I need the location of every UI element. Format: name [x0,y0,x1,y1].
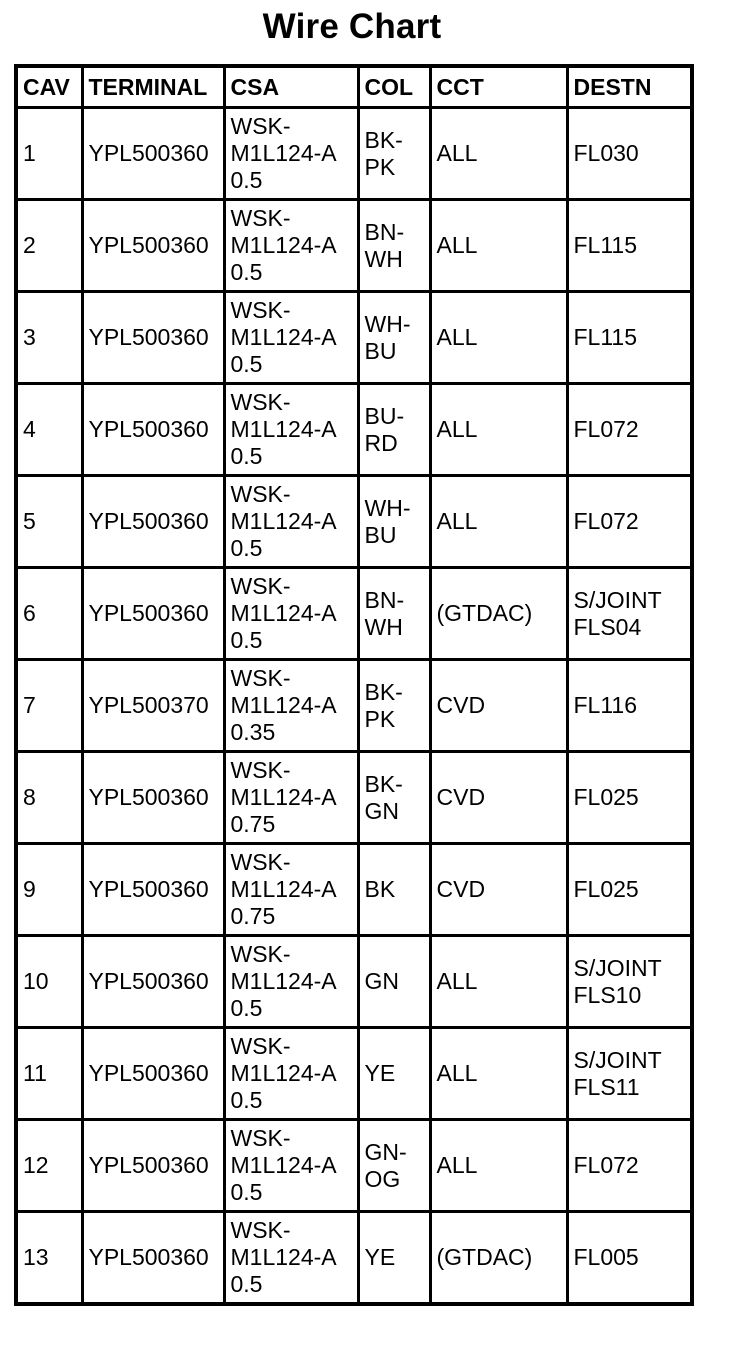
cell-cav [16,844,82,936]
cell-destn [567,200,692,292]
cell-destn-text: FL025 [573,876,639,902]
cell-cav-text: 13 [23,1244,49,1270]
table-row [16,384,692,476]
header-destn: DESTN [567,66,692,108]
cell-csa-text: WSK- M1L124-A 0.5 [230,1217,337,1297]
cell-csa [224,752,358,844]
cell-csa-text: WSK- M1L124-A 0.5 [230,481,337,561]
cell-terminal-text: YPL500360 [88,416,209,442]
cell-cct [430,1212,567,1305]
cell-terminal-text: YPL500360 [88,324,209,350]
cell-terminal-text: YPL500360 [88,1152,209,1178]
cell-col-text: GN [364,968,399,994]
cell-col-text: GN- OG [364,1138,407,1192]
cell-csa [224,108,358,200]
cell-csa-text: WSK- M1L124-A 0.5 [230,297,337,377]
cell-cav [16,936,82,1028]
cell-destn [567,752,692,844]
cell-cct [430,1028,567,1120]
cell-cav [16,1120,82,1212]
cell-cct [430,1120,567,1212]
cell-cav [16,108,82,200]
cell-cct-text: ALL [436,1060,478,1086]
wire-chart-table [14,64,694,1306]
cell-cct [430,568,567,660]
cell-cav-text: 4 [23,416,36,442]
table-header-row [16,66,692,108]
cell-terminal-text: YPL500370 [88,692,209,718]
cell-csa [224,292,358,384]
cell-csa-text: WSK- M1L124-A 0.5 [230,205,337,285]
cell-col-text: BU- RD [364,402,405,456]
cell-col [358,292,430,384]
table-row [16,1028,692,1120]
cell-cct-text: ALL [436,416,478,442]
cell-terminal [82,1212,224,1305]
cell-cct [430,200,567,292]
cell-terminal-text: YPL500360 [88,140,209,166]
cell-col-text: BK- PK [364,126,403,180]
cell-destn-text: S/JOINT FLS11 [573,1046,662,1100]
cell-col [358,752,430,844]
cell-csa-text: WSK- M1L124-A 0.75 [230,849,337,929]
cell-destn-text: FL030 [573,140,639,166]
cell-csa-text: WSK- M1L124-A 0.75 [230,757,337,837]
cell-col [358,844,430,936]
cell-cct [430,476,567,568]
cell-csa [224,384,358,476]
cell-col [358,936,430,1028]
cell-cav-text: 6 [23,600,36,626]
cell-terminal [82,476,224,568]
cell-cav [16,476,82,568]
cell-col [358,1120,430,1212]
table-row [16,752,692,844]
cell-destn-text: FL005 [573,1244,639,1270]
cell-col [358,200,430,292]
cell-col [358,476,430,568]
cell-destn [567,292,692,384]
cell-terminal-text: YPL500360 [88,508,209,534]
cell-cct-text: ALL [436,324,478,350]
cell-terminal-text: YPL500360 [88,1060,209,1086]
header-cav: CAV [16,66,82,108]
cell-csa [224,1028,358,1120]
cell-cct [430,108,567,200]
table-row [16,1212,692,1305]
cell-col-text: WH- BU [364,310,411,364]
cell-terminal [82,660,224,752]
cell-destn [567,936,692,1028]
cell-cav-text: 10 [23,968,49,994]
cell-cav [16,1212,82,1305]
cell-terminal [82,1028,224,1120]
cell-destn [567,1120,692,1212]
cell-cct [430,936,567,1028]
cell-terminal [82,384,224,476]
cell-destn [567,660,692,752]
cell-destn-text: FL072 [573,508,639,534]
cell-csa-text: WSK- M1L124-A 0.5 [230,573,337,653]
cell-cct-text: ALL [436,232,478,258]
cell-destn [567,476,692,568]
cell-col-text: WH- BU [364,494,411,548]
cell-terminal [82,844,224,936]
table-row [16,292,692,384]
cell-cct [430,752,567,844]
table-row [16,936,692,1028]
cell-col [358,108,430,200]
cell-col-text: YE [364,1244,396,1270]
cell-col [358,384,430,476]
table-row [16,200,692,292]
cell-destn-text: FL115 [573,232,638,258]
cell-col-text: BK- PK [364,678,403,732]
cell-cct [430,292,567,384]
cell-col [358,660,430,752]
table-row [16,844,692,936]
cell-cav [16,1028,82,1120]
cell-terminal-text: YPL500360 [88,968,209,994]
cell-csa [224,1120,358,1212]
cell-terminal-text: YPL500360 [88,1244,209,1270]
cell-csa [224,568,358,660]
cell-cav [16,568,82,660]
cell-cav-text: 2 [23,232,36,258]
cell-cav [16,660,82,752]
cell-destn-text: FL116 [573,692,638,718]
cell-cct [430,384,567,476]
cell-destn-text: FL072 [573,416,639,442]
table-row [16,108,692,200]
cell-terminal-text: YPL500360 [88,784,209,810]
cell-terminal-text: YPL500360 [88,600,209,626]
cell-destn-text: FL072 [573,1152,639,1178]
cell-col [358,1212,430,1305]
cell-cct-text: (GTDAC) [436,1244,533,1270]
header-csa: CSA [224,66,358,108]
cell-col-text: BN- WH [364,586,405,640]
cell-cav-text: 11 [23,1060,47,1086]
cell-csa-text: WSK- M1L124-A 0.5 [230,941,337,1021]
cell-terminal [82,936,224,1028]
table-row [16,568,692,660]
cell-cct-text: ALL [436,1152,478,1178]
cell-destn-text: S/JOINT FLS04 [573,586,662,640]
cell-csa [224,476,358,568]
cell-cav [16,292,82,384]
cell-csa-text: WSK- M1L124-A 0.35 [230,665,337,745]
cell-destn-text: S/JOINT FLS10 [573,954,662,1008]
cell-cct-text: ALL [436,508,478,534]
table-row [16,1120,692,1212]
cell-col-text: BN- WH [364,218,405,272]
cell-csa-text: WSK- M1L124-A 0.5 [230,1125,337,1205]
cell-csa-text: WSK- M1L124-A 0.5 [230,113,337,193]
cell-cav-text: 9 [23,876,36,902]
cell-cct-text: CVD [436,692,486,718]
table-row [16,476,692,568]
cell-csa [224,1212,358,1305]
cell-terminal [82,292,224,384]
cell-cct-text: (GTDAC) [436,600,533,626]
cell-cct-text: CVD [436,876,486,902]
cell-cav-text: 12 [23,1152,49,1178]
cell-col-text: YE [364,1060,396,1086]
cell-destn [567,568,692,660]
header-cct: CCT [430,66,567,108]
cell-cct [430,844,567,936]
cell-destn [567,844,692,936]
cell-terminal [82,568,224,660]
cell-cav [16,200,82,292]
cell-destn-text: FL025 [573,784,639,810]
table-row [16,660,692,752]
cell-col [358,1028,430,1120]
cell-csa [224,660,358,752]
cell-csa [224,936,358,1028]
cell-terminal-text: YPL500360 [88,876,209,902]
cell-csa-text: WSK- M1L124-A 0.5 [230,389,337,469]
cell-terminal [82,1120,224,1212]
header-col: COL [358,66,430,108]
cell-csa [224,844,358,936]
cell-destn [567,384,692,476]
cell-cav-text: 5 [23,508,36,534]
cell-cct [430,660,567,752]
cell-col-text: BK [364,876,396,902]
cell-terminal-text: YPL500360 [88,232,209,258]
cell-terminal [82,200,224,292]
header-terminal: TERMINAL [82,66,224,108]
cell-cct-text: CVD [436,784,486,810]
cell-cct-text: ALL [436,140,478,166]
cell-cct-text: ALL [436,968,478,994]
cell-cav [16,752,82,844]
cell-csa-text: WSK- M1L124-A 0.5 [230,1033,337,1113]
cell-destn-text: FL115 [573,324,638,350]
cell-cav [16,384,82,476]
page-title: Wire Chart [262,7,442,46]
cell-destn [567,1028,692,1120]
cell-destn [567,1212,692,1305]
cell-cav-text: 8 [23,784,36,810]
cell-cav-text: 3 [23,324,36,350]
cell-csa [224,200,358,292]
cell-col [358,568,430,660]
table-body [16,108,692,1305]
cell-cav-text: 7 [23,692,36,718]
cell-col-text: BK- GN [364,770,403,824]
cell-cav-text: 1 [23,140,36,166]
cell-terminal [82,108,224,200]
cell-destn [567,108,692,200]
cell-terminal [82,752,224,844]
